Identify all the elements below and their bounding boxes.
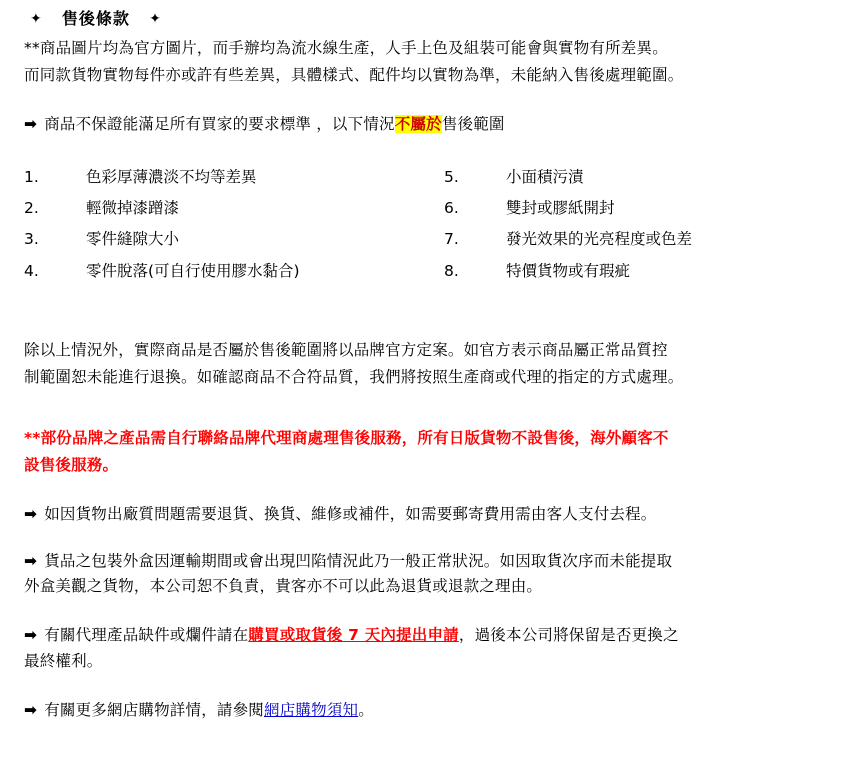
- list-item-label: 零件縫隙大小: [86, 230, 180, 249]
- item-shipping: [24, 502, 850, 527]
- list-item: [444, 259, 692, 284]
- list-item-number: 1.: [24, 168, 39, 187]
- list-item: [24, 165, 444, 190]
- page-title-text: 售後條款: [61, 9, 130, 28]
- list-item-number: 3.: [24, 230, 39, 249]
- list-item-number: 6.: [444, 199, 459, 218]
- list-item: [24, 196, 444, 221]
- exclusion-col-right: [444, 165, 692, 289]
- intro-line-1: [24, 36, 850, 61]
- policy-text-2: 制範圍恕未能進行退換。如確認商品不合符品質，我們將按照生產商或代理的指定的方式處理。: [24, 367, 684, 386]
- warning-text-2: 設售後服務。: [24, 456, 119, 474]
- arrow-icon: ➡: [24, 700, 38, 719]
- list-item-label: 小面積污漬: [506, 168, 584, 187]
- item-packaging-line-2: [24, 574, 850, 599]
- warning-line-1: [24, 426, 850, 451]
- item-claim-suffix: ，過後本公司將保留是否更換之: [458, 626, 679, 645]
- diamond-icon-right: ✦: [149, 11, 162, 27]
- item-claim-text-2: 最終權利。: [24, 651, 103, 670]
- item-claim-prefix: 有關代理產品缺件或爛件請在: [44, 626, 249, 645]
- notice-text-after: 售後範圍: [441, 115, 505, 134]
- list-item-number: 7.: [444, 230, 459, 249]
- list-item-number: 5.: [444, 168, 459, 187]
- list-item: [444, 227, 692, 252]
- intro-text-1: **商品圖片均為官方圖片，而手辦均為流水線生產，人手上色及組裝可能會與實物有所差異。: [24, 38, 668, 57]
- item-packaging-text-2: 外盒美觀之貨物，本公司恕不負責，貴客亦不可以此為退貨或退款之理由。: [24, 577, 543, 596]
- page-title: [30, 6, 850, 32]
- list-item: [444, 165, 692, 190]
- notice-line: [24, 112, 850, 137]
- list-item: [24, 227, 444, 252]
- intro-line-2: [24, 63, 850, 88]
- item-packaging-text-1: 貨品之包裝外盒因運輸期間或會出現凹陷情況此乃一般正常狀況。如因取貨次序而未能提取: [44, 552, 673, 571]
- item-more-info-suffix: 。: [358, 700, 374, 719]
- item-claim-line-1: [24, 623, 850, 648]
- diamond-icon-left: ✦: [30, 11, 43, 27]
- list-item-number: 8.: [444, 261, 459, 280]
- shop-guide-link[interactable]: 網店購物須知: [264, 700, 359, 719]
- list-item-number: 4.: [24, 261, 39, 280]
- item-claim-emphasis: 購買或取貨後 7 天內提出申請: [248, 626, 459, 645]
- notice-text-before: 商品不保證能滿足所有買家的要求標準 ，以下情況: [44, 115, 395, 134]
- policy-line-2: [24, 365, 850, 390]
- exclusion-col-left: [24, 165, 444, 289]
- arrow-icon: ➡: [24, 552, 38, 571]
- list-item-label: 輕微掉漆蹭漆: [86, 199, 180, 218]
- warning-line-2: [24, 453, 850, 478]
- list-item-number: 2.: [24, 199, 39, 218]
- item-more-info-prefix: 有關更多網店購物詳情，請參閱: [44, 700, 264, 719]
- list-item-label: 特價貨物或有瑕疵: [506, 261, 631, 280]
- notice-highlight: 不屬於: [394, 115, 442, 134]
- list-item: [24, 259, 444, 284]
- policy-text-1: 除以上情況外，實際商品是否屬於售後範圍將以品牌官方定案。如官方表示商品屬正常品質控: [24, 340, 668, 359]
- item-claim-line-2: [24, 649, 850, 674]
- list-item-label: 色彩厚薄濃淡不均等差異: [86, 168, 257, 187]
- arrow-icon: ➡: [24, 626, 38, 645]
- item-shipping-text: 如因貨物出廠質問題需要退貨、換貨、維修或補件，如需要郵寄費用需由客人支付去程。: [44, 505, 657, 524]
- policy-line-1: [24, 338, 850, 363]
- list-item: [444, 196, 692, 221]
- intro-text-2: 而同款貨物實物每件亦或許有些差異，具體樣式、配件均以實物為準，未能納入售後處理範圍。: [24, 66, 684, 85]
- arrow-icon: ➡: [24, 115, 38, 134]
- arrow-icon: ➡: [24, 505, 38, 524]
- list-item-label: 發光效果的光亮程度或色差: [506, 230, 693, 249]
- item-packaging-line-1: [24, 549, 850, 574]
- list-item-label: 雙封或膠紙開封: [506, 199, 615, 218]
- exclusion-list: [24, 165, 850, 289]
- warning-text-1: **部份品牌之產品需自行聯絡品牌代理商處理售後服務，所有日版貨物不設售後，海外顧客不: [24, 428, 669, 447]
- list-item-label: 零件脫落(可自行使用膠水黏合): [86, 261, 300, 280]
- item-more-info: [24, 698, 850, 723]
